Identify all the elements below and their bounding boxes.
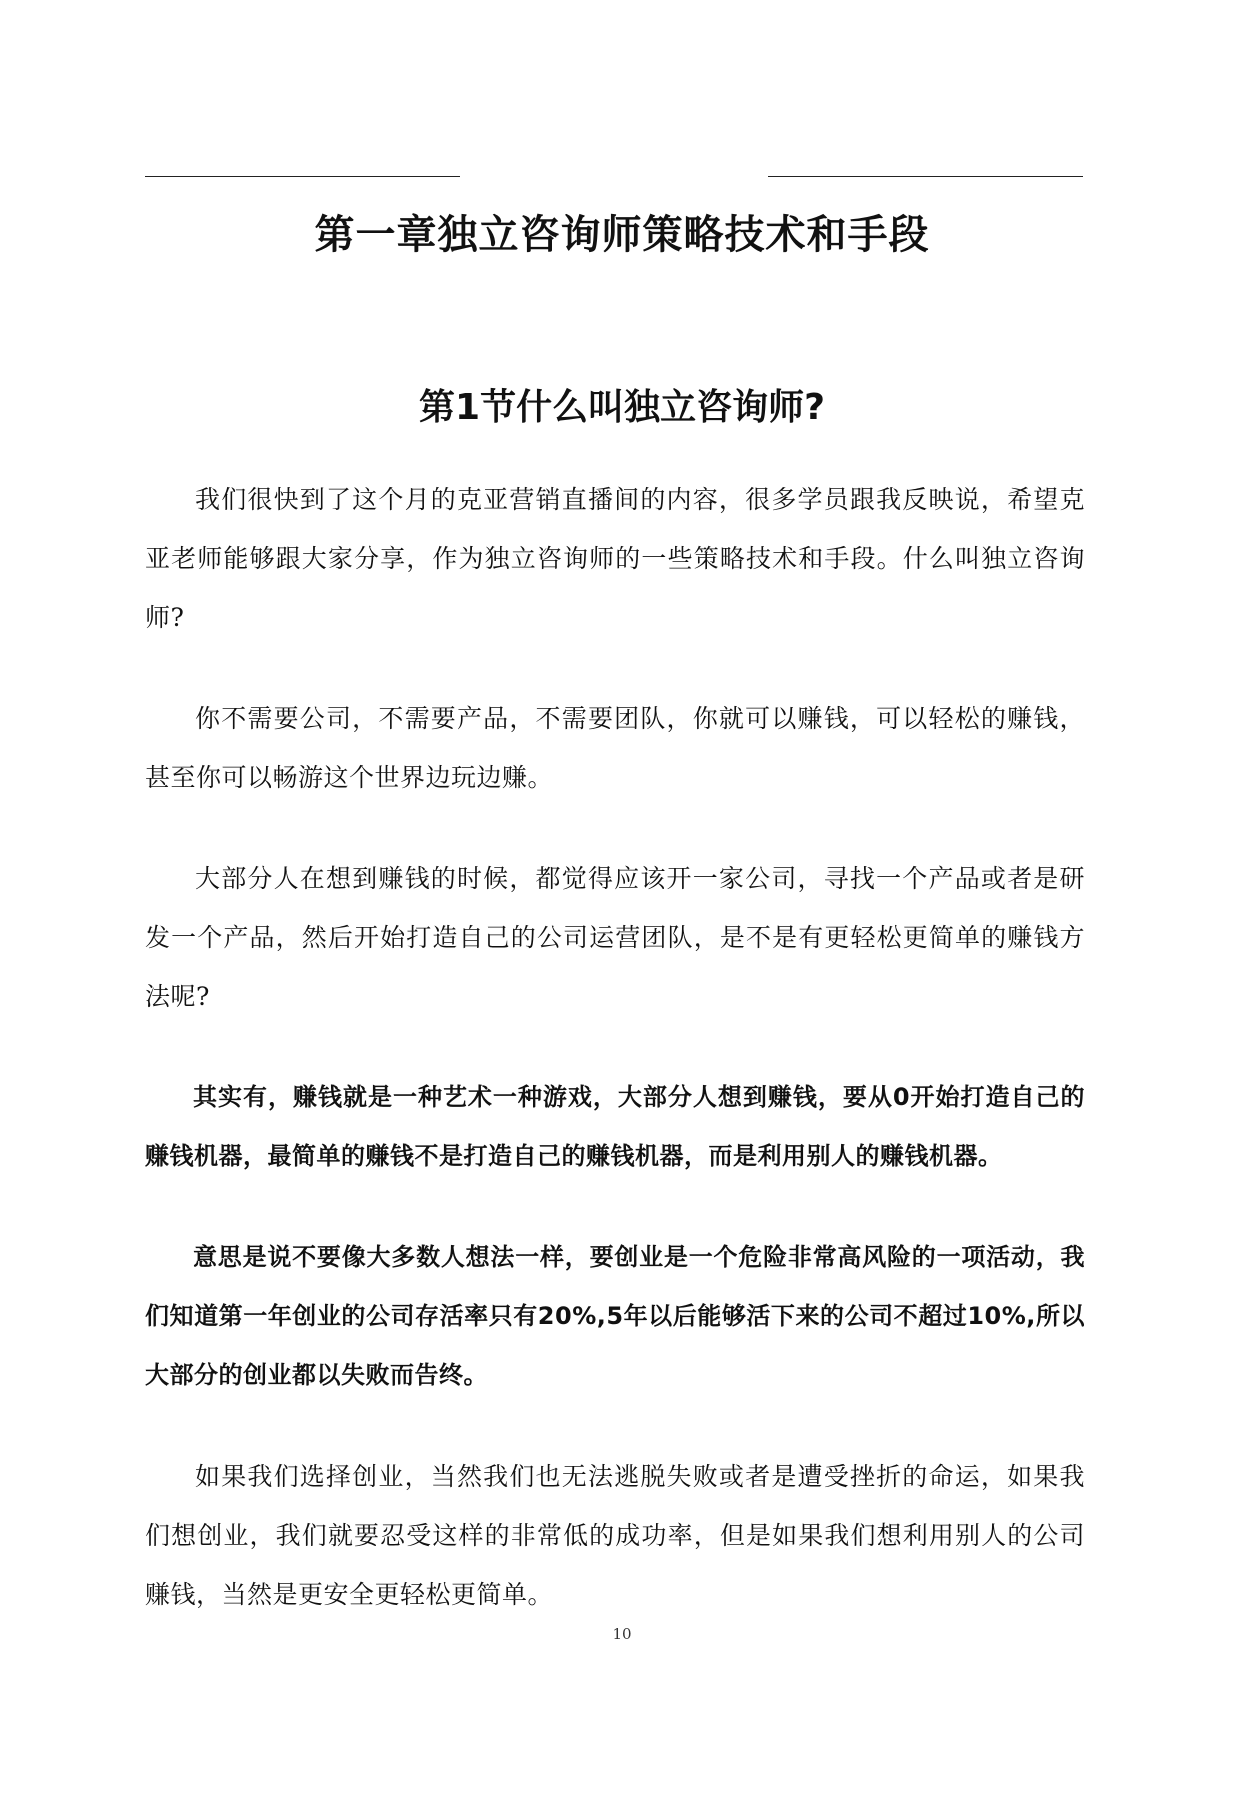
page-number: 10 bbox=[612, 1625, 632, 1643]
chapter-title: 第一章独立咨询师策略技术和手段 bbox=[314, 212, 930, 258]
header-rule-left bbox=[145, 176, 460, 177]
paragraph-1: 我们很快到了这个月的克亚营销直播间的内容，很多学员跟我反映说，希望克亚老师能够跟大家分享，作为独立咨询师的一些策略技术和手段。什么叫独立咨询师? bbox=[145, 485, 1085, 632]
paragraph-6: 如果我们选择创业，当然我们也无法逃脱失败或者是遭受挫折的命运，如果我们想创业，我们就要忍受这样的非常低的成功率，但是如果我们想利用别人的公司赚钱，当然是更安全更轻松更简单。 bbox=[145, 1462, 1085, 1609]
header-rule-right bbox=[768, 176, 1083, 177]
paragraph-3: 大部分人在想到赚钱的时候，都觉得应该开一家公司，寻找一个产品或者是研发一个产品，然后开始打造自己的公司运营团队，是不是有更轻松更简单的赚钱方法呢? bbox=[145, 864, 1085, 1011]
paragraph-5: 意思是说不要像大多数人想法一样，要创业是一个危险非常高风险的一项活动，我们知道第一年创业的公司存活率只有20%,5年以后能够活下来的公司不超过10%,所以大部分的创业都以失败而告终。 bbox=[145, 1243, 1085, 1389]
paragraph-2: 你不需要公司，不需要产品，不需要团队，你就可以赚钱，可以轻松的赚钱，甚至你可以畅游这个世界边玩边赚。 bbox=[145, 704, 1085, 792]
section-title: 第1节什么叫独立咨询师? bbox=[419, 387, 825, 428]
paragraph-4: 其实有，赚钱就是一种艺术一种游戏，大部分人想到赚钱，要从0开始打造自己的赚钱机器，最简单的赚钱不是打造自己的赚钱机器，而是利用别人的赚钱机器。 bbox=[145, 1083, 1085, 1170]
body-text bbox=[145, 470, 1085, 1666]
